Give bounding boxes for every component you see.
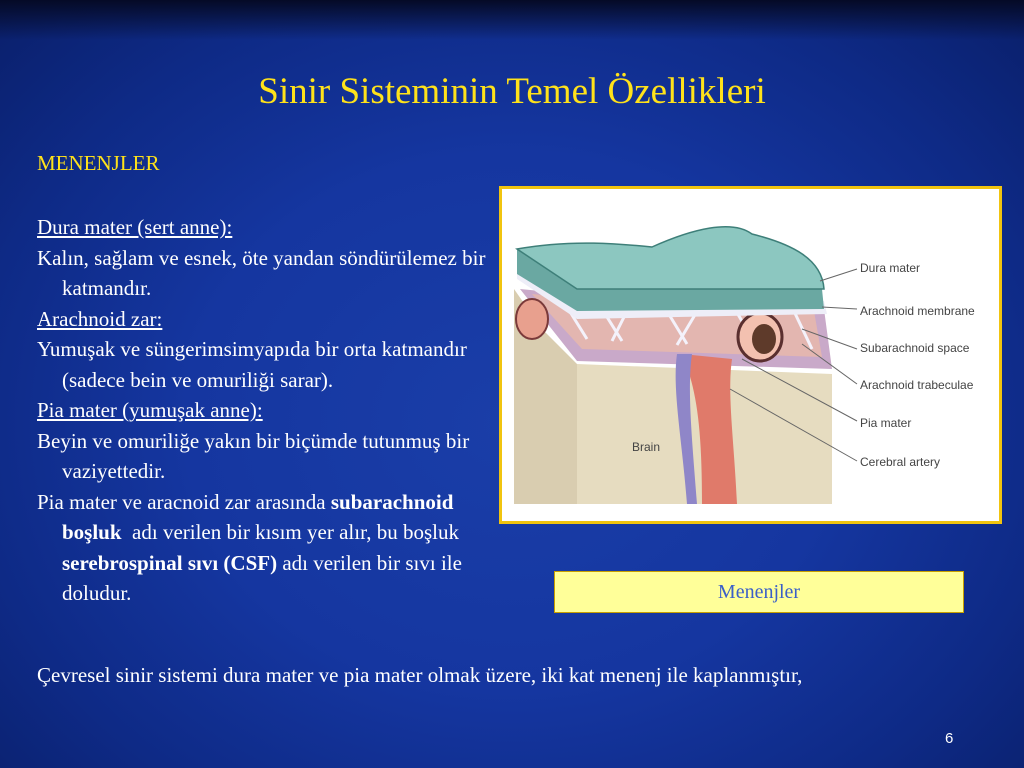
meninges-figure (499, 186, 1002, 524)
label-arachnoid-trabeculae: Arachnoid trabeculae (860, 378, 974, 392)
csf-paragraph (37, 487, 507, 609)
artery-section-left (516, 299, 548, 339)
figure-caption: Menenjler (554, 571, 964, 613)
dura-heading: Dura mater (sert anne): (37, 215, 233, 239)
label-arachnoid-membrane: Arachnoid membrane (860, 304, 975, 318)
slide-body-text (37, 212, 507, 609)
csf-bold-csf: serebrospinal sıvı (CSF) (62, 550, 278, 575)
meninges-illustration (502, 189, 999, 521)
label-pia-mater: Pia mater (860, 416, 912, 430)
pia-heading: Pia mater (yumuşak anne): (37, 398, 263, 422)
label-subarachnoid-space: Subarachnoid space (860, 341, 970, 355)
top-shadow (0, 0, 1024, 40)
dura-text: Kalın, sağlam ve esnek, öte yandan söndürülemez bir katmandır. (37, 245, 486, 300)
label-cerebral-artery: Cerebral artery (860, 455, 941, 469)
arachnoid-heading: Arachnoid zar: (37, 306, 163, 331)
section-heading: MENENJLER (37, 151, 160, 175)
arachnoid-text: Yumuşak ve süngerimsimyapıda bir orta katmandır (sadece bein ve omuriliği sarar). (37, 337, 467, 392)
csf-bold-subarachnoid: subarachnoid boşluk (62, 489, 454, 544)
footer-text: Çevresel sinir sistemi dura mater ve pia mater olmak üzere, iki kat menenj ile kaplanmıştır, (37, 663, 803, 687)
slide-title: Sinir Sisteminin Temel Özellikleri (258, 71, 766, 112)
dura-top (517, 227, 824, 289)
pia-text: Beyin ve omuriliğe yakın bir biçümde tutunmuş bir vaziyettedir. (37, 428, 470, 483)
label-brain: Brain (632, 440, 661, 454)
label-dura-mater: Dura mater (860, 261, 921, 275)
artery-lumen (752, 324, 776, 354)
csf-text-2: adı verilen bir kısım yer alır, bu boşluk (132, 520, 459, 544)
page-number: 6 (945, 730, 954, 747)
csf-text-3: adı verilen bir sıvı ile doludur. (62, 550, 462, 605)
csf-text-1: Pia mater ve aracnoid zar arasında (37, 489, 326, 514)
